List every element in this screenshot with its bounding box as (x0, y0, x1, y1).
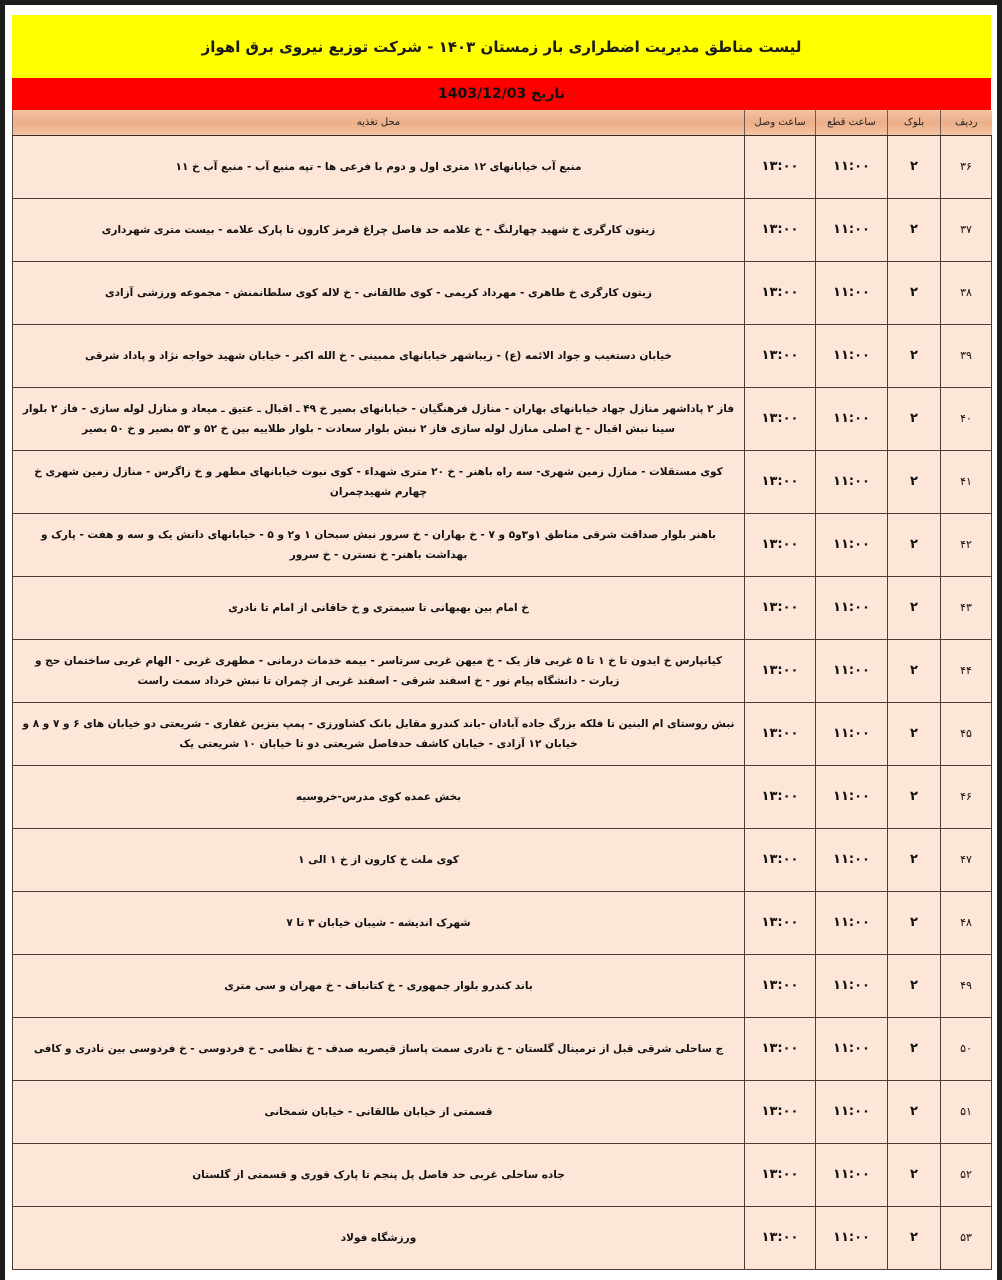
on-time-cell: ۱۳:۰۰ (745, 262, 816, 325)
on-time-cell: ۱۳:۰۰ (745, 892, 816, 955)
block-cell: ۲ (888, 892, 941, 955)
location-cell: زیتون کارگری خ شهید چهارلنگ - خ علامه حد فاصل چراغ قرمز کارون تا پارک علامه - بیست متری شهرداری (13, 199, 745, 262)
row-number-cell: ۳۹ (941, 325, 992, 388)
block-cell: ۲ (888, 766, 941, 829)
table-row (13, 829, 992, 892)
row-number-cell: ۴۵ (941, 703, 992, 766)
on-time-cell: ۱۳:۰۰ (745, 136, 816, 199)
location-cell: منبع آب خیابانهای ۱۲ متری اول و دوم با فرعی ها - تپه منبع آب - منبع آب خ ۱۱ (13, 136, 745, 199)
on-time-cell: ۱۳:۰۰ (745, 388, 816, 451)
header-row-number: ردیف (941, 110, 992, 136)
off-time-cell: ۱۱:۰۰ (816, 955, 888, 1018)
block-cell: ۲ (888, 703, 941, 766)
location-cell: کوی مستقلات - منازل زمین شهری- سه راه باهنر - خ ۲۰ متری شهداء - کوی نبوت خیابانهای مطهر و خ زاگرس - منازل زمین شهری خ چهارم شهیدچمران (13, 451, 745, 514)
row-number-cell: ۴۶ (941, 766, 992, 829)
location-cell: کیانپارس خ ایدون تا خ ۱ تا ۵ غربی فاز یک - خ میهن غربی سرتاسر - بیمه خدمات درمانی - مطهری غربی - الهام غربی ساختمان حج و زیارت - دانشگاه پیام نور - خ اسفند شرقی - اسفند غربی از چمران تا نبش خرداد سمت راست (13, 640, 745, 703)
row-number-cell: ۴۳ (941, 577, 992, 640)
location-cell: ورزشگاه فولاد (13, 1207, 745, 1270)
table-row (13, 451, 992, 514)
row-number-cell: ۴۸ (941, 892, 992, 955)
on-time-cell: ۱۳:۰۰ (745, 829, 816, 892)
block-cell: ۲ (888, 451, 941, 514)
location-cell: باهنر بلوار صداقت شرقی مناطق ۱و۳و۵ و ۷ - خ بهاران - خ سرور نبش سبحان ۱ و۲ و ۵ - خیابانهای دانش یک و سه و هفت - پارک و بهداشت باهنر- خ نسترن - خ سرور (13, 514, 745, 577)
row-number-cell: ۴۲ (941, 514, 992, 577)
outage-schedule-sheet (12, 15, 991, 1270)
table-row (13, 955, 992, 1018)
location-cell: زیتون کارگری خ طاهری - مهرداد کریمی - کوی طالقانی - خ لاله کوی سلطانمنش - مجموعه ورزشی آزادی (13, 262, 745, 325)
off-time-cell: ۱۱:۰۰ (816, 1207, 888, 1270)
table-row (13, 1144, 992, 1207)
table-row (13, 199, 992, 262)
block-cell: ۲ (888, 1018, 941, 1081)
block-cell: ۲ (888, 640, 941, 703)
on-time-cell: ۱۳:۰۰ (745, 640, 816, 703)
row-number-cell: ۳۶ (941, 136, 992, 199)
off-time-cell: ۱۱:۰۰ (816, 199, 888, 262)
block-cell: ۲ (888, 262, 941, 325)
row-number-cell: ۴۷ (941, 829, 992, 892)
block-cell: ۲ (888, 955, 941, 1018)
table-header-row (13, 110, 992, 136)
table-row (13, 766, 992, 829)
table-row (13, 577, 992, 640)
row-number-cell: ۴۴ (941, 640, 992, 703)
on-time-cell: ۱۳:۰۰ (745, 451, 816, 514)
on-time-cell: ۱۳:۰۰ (745, 1207, 816, 1270)
off-time-cell: ۱۱:۰۰ (816, 451, 888, 514)
table-row (13, 1207, 992, 1270)
location-cell: شهرک اندیشه - شیبان خیابان ۳ تا ۷ (13, 892, 745, 955)
block-cell: ۲ (888, 577, 941, 640)
document-page (5, 5, 997, 1280)
table-row (13, 892, 992, 955)
block-cell: ۲ (888, 829, 941, 892)
on-time-cell: ۱۳:۰۰ (745, 703, 816, 766)
table-row (13, 1081, 992, 1144)
off-time-cell: ۱۱:۰۰ (816, 388, 888, 451)
row-number-cell: ۵۱ (941, 1081, 992, 1144)
on-time-cell: ۱۳:۰۰ (745, 199, 816, 262)
block-cell: ۲ (888, 388, 941, 451)
block-cell: ۲ (888, 136, 941, 199)
off-time-cell: ۱۱:۰۰ (816, 577, 888, 640)
row-number-cell: ۴۹ (941, 955, 992, 1018)
header-on-time: ساعت وصل (745, 110, 816, 136)
header-off-time: ساعت قطع (816, 110, 888, 136)
block-cell: ۲ (888, 199, 941, 262)
location-cell: نبش روستای ام البنین تا فلکه بزرگ جاده آبادان -باند کندرو مقابل بانک کشاورزی - پمپ بنزین غفاری - شریعتی دو خیابان های ۶ و ۷ و ۸ و خیابان ۱۲ آزادی - خیابان کاشف حدفاصل شریعتی دو تا خیابان ۱۰ شریعتی یک (13, 703, 745, 766)
on-time-cell: ۱۳:۰۰ (745, 766, 816, 829)
location-cell: قسمتی از خیابان طالقانی - خیابان شمخانی (13, 1081, 745, 1144)
location-cell: فاز ۲ پاداشهر منازل جهاد خیابانهای بهاران - منازل فرهنگیان - خیابانهای بصیر خ ۴۹ ـ اقبال ـ عتیق ـ میعاد و منازل لوله سازی - فاز ۲ بلوار سینا نبش اقبال - خ اصلی منازل لوله سازی فاز ۲ نبش بلوار سعادت - بلوار طلاییه بین خ ۵۲ و ۵۳ بصیر و خ ۵۰ بصیر (13, 388, 745, 451)
on-time-cell: ۱۳:۰۰ (745, 955, 816, 1018)
row-number-cell: ۳۸ (941, 262, 992, 325)
location-cell: کوی ملت خ کارون از خ ۱ الی ۱ (13, 829, 745, 892)
off-time-cell: ۱۱:۰۰ (816, 1081, 888, 1144)
outage-table (12, 110, 992, 1270)
row-number-cell: ۵۲ (941, 1144, 992, 1207)
off-time-cell: ۱۱:۰۰ (816, 703, 888, 766)
row-number-cell: ۵۰ (941, 1018, 992, 1081)
on-time-cell: ۱۳:۰۰ (745, 1018, 816, 1081)
table-row (13, 136, 992, 199)
block-cell: ۲ (888, 1081, 941, 1144)
location-cell: ج ساحلی شرقی قبل از ترمینال گلستان - خ نادری سمت پاساژ قیصریه صدف - خ نظامی - خ فردوسی - خ فردوسی بین نادری و کافی (13, 1018, 745, 1081)
off-time-cell: ۱۱:۰۰ (816, 262, 888, 325)
off-time-cell: ۱۱:۰۰ (816, 829, 888, 892)
off-time-cell: ۱۱:۰۰ (816, 1018, 888, 1081)
location-cell: خیابان دستغیب و جواد الائمه (ع) - زیباشهر خیابانهای ممبینی - خ الله اکبر - خیابان شهید خواجه نژاد و پاداد شرقی (13, 325, 745, 388)
on-time-cell: ۱۳:۰۰ (745, 1081, 816, 1144)
table-row (13, 703, 992, 766)
table-row (13, 514, 992, 577)
row-number-cell: ۴۱ (941, 451, 992, 514)
off-time-cell: ۱۱:۰۰ (816, 892, 888, 955)
table-row (13, 388, 992, 451)
table-row (13, 262, 992, 325)
table-row (13, 325, 992, 388)
block-cell: ۲ (888, 325, 941, 388)
on-time-cell: ۱۳:۰۰ (745, 325, 816, 388)
location-cell: بخش عمده کوی مدرس-خروسیه (13, 766, 745, 829)
row-number-cell: ۳۷ (941, 199, 992, 262)
document-title: لیست مناطق مدیریت اضطراری بار زمستان ۱۴۰۳ - شرکت توزیع نیروی برق اهواز (12, 15, 991, 78)
block-cell: ۲ (888, 514, 941, 577)
table-row (13, 640, 992, 703)
block-cell: ۲ (888, 1207, 941, 1270)
off-time-cell: ۱۱:۰۰ (816, 325, 888, 388)
off-time-cell: ۱۱:۰۰ (816, 640, 888, 703)
on-time-cell: ۱۳:۰۰ (745, 577, 816, 640)
table-row (13, 1018, 992, 1081)
off-time-cell: ۱۱:۰۰ (816, 1144, 888, 1207)
location-cell: باند کندرو بلوار جمهوری - خ کتانباف - خ مهران و سی متری (13, 955, 745, 1018)
row-number-cell: ۵۳ (941, 1207, 992, 1270)
header-block: بلوک (888, 110, 941, 136)
on-time-cell: ۱۳:۰۰ (745, 1144, 816, 1207)
off-time-cell: ۱۱:۰۰ (816, 766, 888, 829)
block-cell: ۲ (888, 1144, 941, 1207)
location-cell: جاده ساحلی غربی حد فاصل پل پنجم تا پارک قوری و قسمتی از گلستان (13, 1144, 745, 1207)
date-banner: تاریخ 1403/12/03 (12, 78, 991, 110)
header-location: محل تغذیه (13, 110, 745, 136)
off-time-cell: ۱۱:۰۰ (816, 514, 888, 577)
location-cell: خ امام بین بهبهانی تا سیمتری و خ خاقانی از امام تا نادری (13, 577, 745, 640)
off-time-cell: ۱۱:۰۰ (816, 136, 888, 199)
row-number-cell: ۴۰ (941, 388, 992, 451)
on-time-cell: ۱۳:۰۰ (745, 514, 816, 577)
